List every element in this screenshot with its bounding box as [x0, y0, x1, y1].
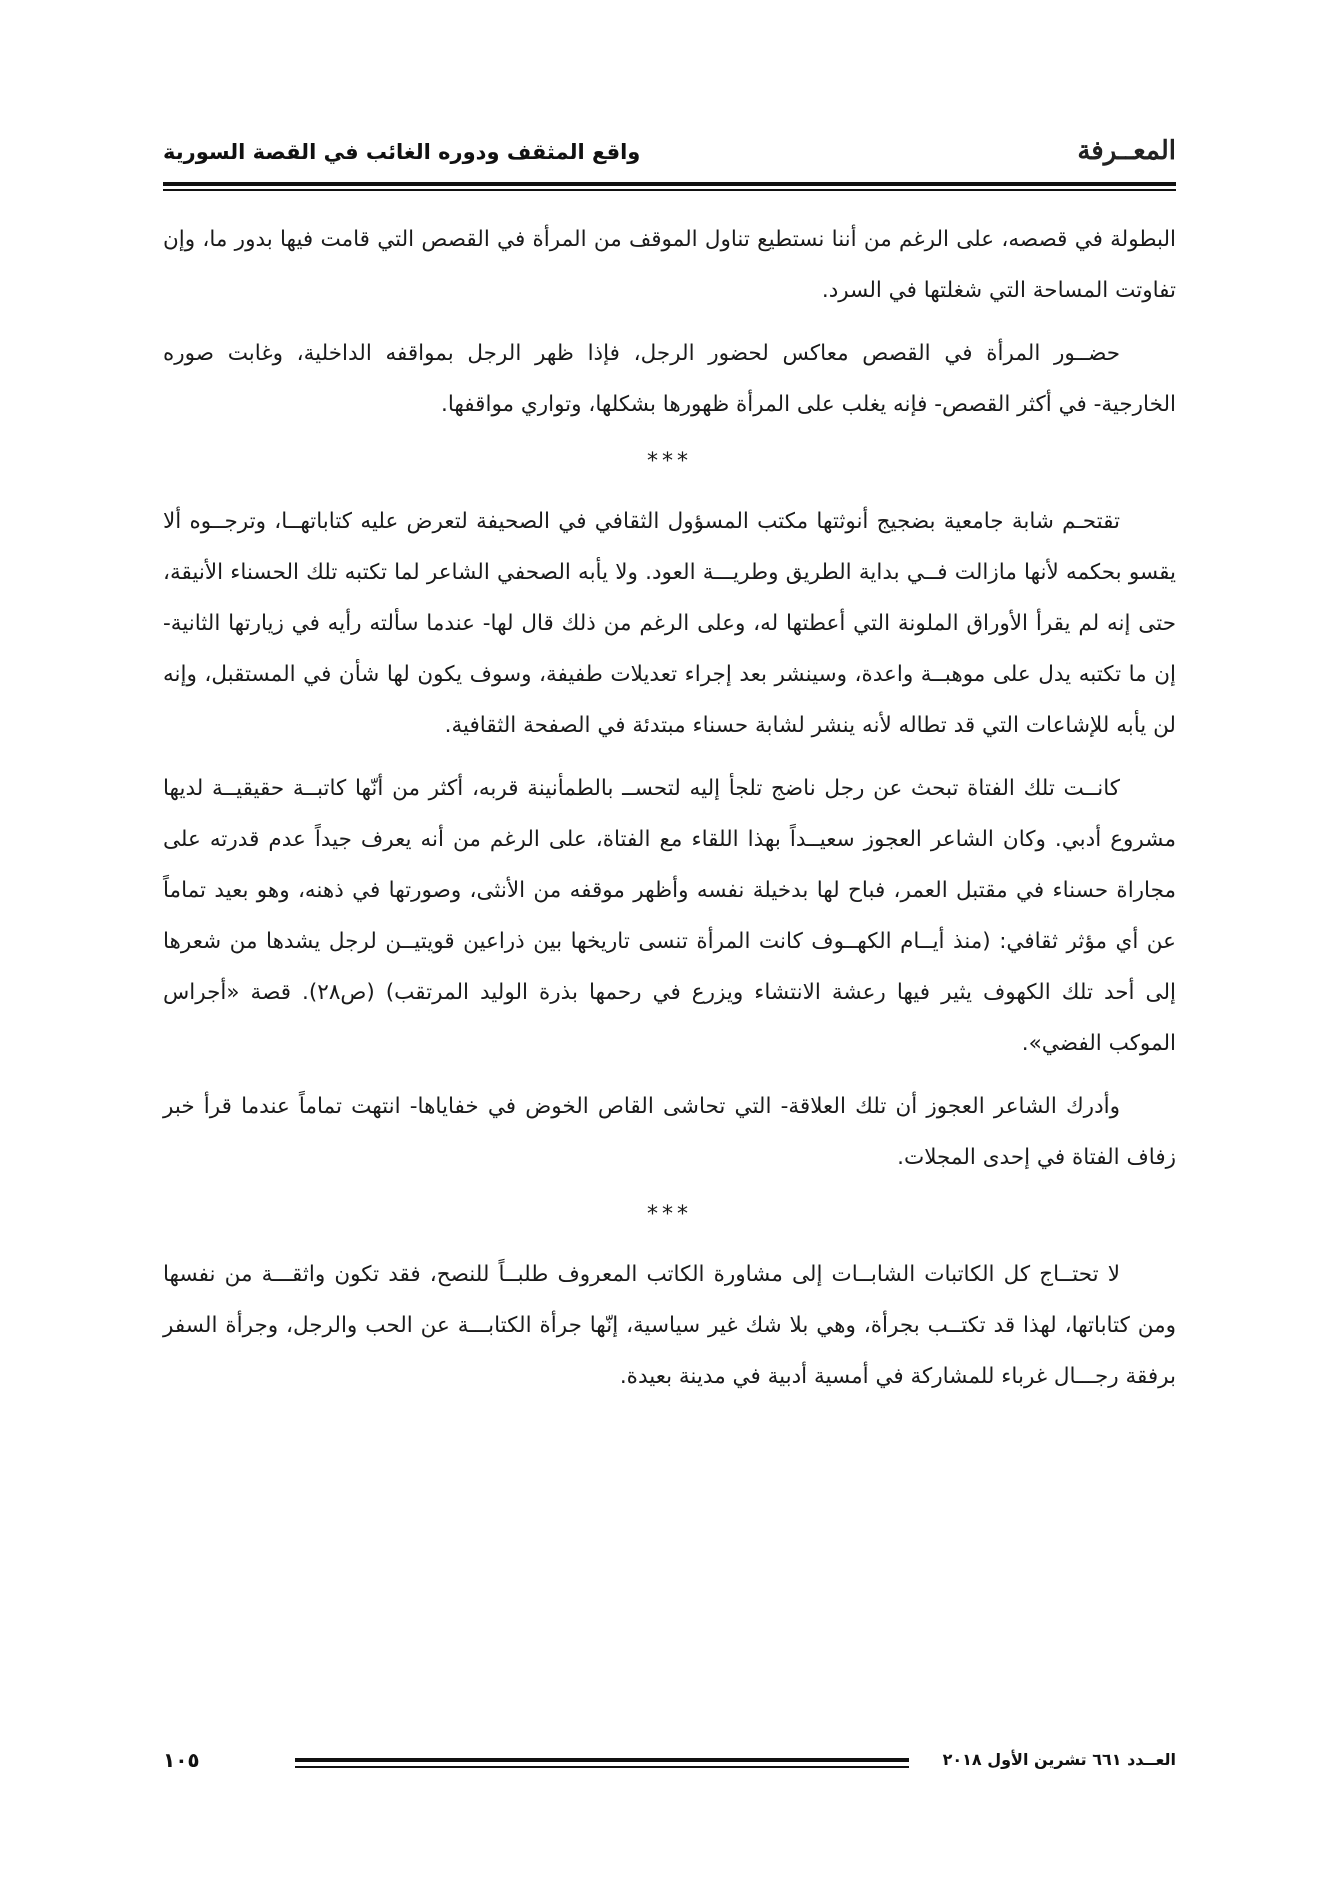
page-header: [163, 128, 1176, 178]
section-separator-2: ***: [647, 1202, 692, 1227]
paragraph-3: تقتحـم شابة جامعية بضجيج أنوثتها مكتب المسؤول الثقافي في الصحيفة لتعرض عليه كتاباتهــا، وترجــوه ألا يقسو بحكمه لأنها مازالت فــي بداية الطريق وطريـــة العود. ولا يأبه الصحفي الشاعر لما تكتبه تلك الحسناء الأنيقة، حتى إنه لم يقرأ الأوراق الملونة التي أعطتها له، وعلى الرغم من ذلك قال لها- عندما سألته رأيه في زيارتها الثانية- إن ما تكتبه يدل على موهبــة واعدة، وسينشر بعد إجراء تعديلات طفيفة، وسوف يكون لها شأن في المستقبل، وإنه لن يأبه للإشاعات التي قد تطاله لأنه ينشر لشابة حسناء مبتدئة في الصفحة الثقافية.: [163, 509, 1176, 738]
footer-rule-thick: [295, 1758, 909, 1762]
section-separator-1: ***: [647, 449, 692, 474]
page-number: ١٠٥: [163, 1748, 200, 1772]
article-body: [163, 214, 1176, 1414]
paragraph-5: وأدرك الشاعر العجوز أن تلك العلاقة- التي تحاشى القاص الخوض في خفاياها- انتهت تماماً عندما قرأ خبر زفاف الفتاة في إحدى المجلات.: [163, 1094, 1176, 1170]
paragraph-4: كانــت تلك الفتاة تبحث عن رجل ناضج تلجأ إليه لتحســ بالطمأنينة قربه، أكثر من أنّها كاتبــة حقيقيــة لديها مشروع أدبي. وكان الشاعر العجوز سعيــداً بهذا اللقاء مع الفتاة، على الرغم من أنه يعرف جيداً عدم قدرته على مجاراة حسناء في مقتبل العمر، فباح لها بدخيلة نفسه وأظهر موقفه من الأنثى، وصورتها في ذهنه، وهو بعيد تماماً عن أي مؤثر ثقافي: (منذ أيــام الكهــوف كانت المرأة تنسى تاريخها بين ذراعين قويتيــن لرجل يشدها من شعرها إلى أحد تلك الكهوف يثير فيها رعشة الانتشاء ويزرع في رحمها بذرة الوليد المرتقب) (ص٢٨). قصة «أجراس الموكب الفضي».: [163, 776, 1176, 1056]
running-title: واقع المثقف ودوره الغائب في القصة السورية: [163, 140, 641, 164]
page-footer: [163, 1750, 1176, 1780]
header-rule-thick: [163, 182, 1176, 186]
header-rule-thin: [163, 189, 1176, 191]
journal-logo: المعــرفة: [1077, 136, 1176, 166]
issue-label: العــدد ٦٦١ تشرين الأول ٢٠١٨: [942, 1750, 1176, 1769]
paragraph-1: البطولة في قصصه، على الرغم من أننا نستطيع تناول الموقف من المرأة في القصص التي قامت فيها بدور ما، وإن تفاوتت المساحة التي شغلتها في السرد.: [163, 227, 1176, 303]
footer-rule-thin: [295, 1766, 909, 1768]
paragraph-6: لا تحتــاج كل الكاتبات الشابــات إلى مشاورة الكاتب المعروف طلبــاً للنصح، فقد تكون واثقـــة من نفسها ومن كتاباتها، لهذا قد تكتــب بجرأة، وهي بلا شك غير سياسية، إنّها جرأة الكتابـــة عن الحب والرجل، وجرأة السفر برفقة رجـــال غرباء للمشاركة في أمسية أدبية في مدينة بعيدة.: [163, 1262, 1176, 1389]
paragraph-2: حضــور المرأة في القصص معاكس لحضور الرجل، فإذا ظهر الرجل بمواقفه الداخلية، وغابت صوره الخارجية- في أكثر القصص- فإنه يغلب على المرأة ظهورها بشكلها، وتواري مواقفها.: [163, 341, 1176, 417]
